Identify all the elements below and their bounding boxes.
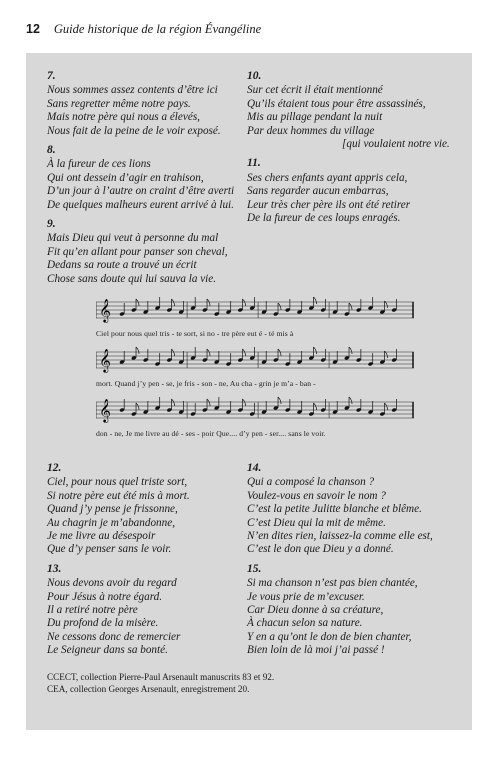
stanza-column-top-right bbox=[247, 70, 472, 231]
verse-line: Chose sans doute qui lui sauva la vie. bbox=[47, 272, 217, 285]
verse-line: Par deux hommes du village bbox=[247, 124, 375, 137]
verse-line: Mis au pillage pendant la nuit bbox=[247, 111, 383, 124]
verse-line: Ses chers enfants ayant appris cela, bbox=[247, 171, 408, 184]
lyric-line-2: mort. Quand j’y pen - se, je fris - son - ne, Au cha - grin je m’a - ban - bbox=[96, 379, 316, 388]
verse-line: De quelques malheurs eurent arrivé à lui. bbox=[47, 198, 234, 211]
verse-line: Qu’ils étaient tous pour être assassinés, bbox=[247, 97, 426, 110]
verse-line: [qui voulaient notre vie. bbox=[342, 138, 450, 151]
stanza bbox=[47, 563, 247, 658]
stanza bbox=[247, 563, 472, 658]
verse-line: Si notre père eut été mis à mort. bbox=[47, 489, 190, 502]
verse-line: Le Seigneur dans sa bonté. bbox=[47, 644, 168, 657]
svg-text:𝄞: 𝄞 bbox=[99, 348, 111, 372]
lyric-line-3: don - ne, Je me livre au dé - ses - poir Que.... d’y pen - ser.... sans le voir. bbox=[96, 429, 326, 438]
verse-line: Sans regretter même notre pays. bbox=[47, 97, 191, 110]
verse-line: Car Dieu donne à sa créature, bbox=[247, 604, 384, 617]
verse-line: D’un jour à l’autre on craint d’être averti bbox=[47, 185, 235, 198]
stanza-number: 7. bbox=[47, 70, 56, 82]
verse-line: Du profond de la misère. bbox=[47, 617, 159, 630]
verse-line: Qui a composé la chanson ? bbox=[247, 476, 375, 489]
stanza-column-bottom-right bbox=[247, 462, 472, 664]
verse-line: Nous sommes assez contents d’être ici bbox=[47, 84, 218, 97]
stanza bbox=[247, 462, 472, 557]
verse-line: De la fureur de ces loups enragés. bbox=[247, 212, 401, 225]
page-header bbox=[26, 22, 261, 37]
stanza bbox=[47, 144, 247, 212]
stanza-number: 8. bbox=[47, 144, 56, 157]
verse-line: Qui ont dessein d’agir en trahison, bbox=[47, 171, 204, 184]
stanza bbox=[247, 70, 472, 151]
verse-line: À chacun selon sa nature. bbox=[247, 617, 363, 630]
lyric-line-1: Ciel pour nous quel tris - te sort, si no - tre père eut é - té mis à bbox=[96, 329, 294, 338]
verse-line: Bien loin de là moi j’ai passé ! bbox=[247, 644, 385, 657]
verse-line: Quand j’y pense je frissonne, bbox=[47, 503, 178, 516]
staff-2-notation bbox=[96, 346, 414, 380]
stanza-number: 11. bbox=[247, 157, 261, 170]
music-score bbox=[96, 296, 414, 446]
verse-line: C’est la petite Julitte blanche et blême. bbox=[247, 503, 422, 516]
verse-line: Sur cet écrit il était mentionné bbox=[247, 84, 383, 97]
stanza-number: 12. bbox=[47, 462, 62, 474]
staff-system-2 bbox=[96, 346, 414, 390]
verse-line: Nous devons avoir du regard bbox=[47, 577, 177, 590]
verse-line: C’est le don que Dieu y a donné. bbox=[247, 543, 394, 556]
stanza bbox=[47, 70, 247, 138]
stanza-column-top-left bbox=[47, 70, 247, 292]
stanza-number: 13. bbox=[47, 562, 62, 575]
verse-line: Nous fait de la peine de le voir exposé. bbox=[47, 124, 221, 137]
verse-line: Mais Dieu qui veut à personne du mal bbox=[47, 232, 219, 245]
stanza-number: 15. bbox=[247, 562, 262, 575]
stanza bbox=[247, 157, 472, 225]
footnote-1: CCECT, collection Pierre-Paul Arsenault manuscrits 83 et 92. bbox=[47, 672, 275, 682]
stanza-column-bottom-left bbox=[47, 462, 247, 664]
verse-line: Y en a qu’ont le don de bien chanter, bbox=[247, 630, 412, 643]
verse-line: Mais notre père qui nous a élevés, bbox=[47, 111, 200, 124]
svg-text:𝄞: 𝄞 bbox=[99, 298, 111, 322]
running-title: Guide historique de la région Évangéline bbox=[53, 22, 262, 36]
page-number: 12 bbox=[26, 22, 40, 36]
verse-line: Sans regarder aucun embarras, bbox=[247, 185, 389, 198]
verse-line: Ciel, pour nous quel triste sort, bbox=[47, 476, 188, 489]
staff-1-notation bbox=[96, 296, 414, 330]
verse-line: Pour Jésus à notre égard. bbox=[47, 590, 163, 603]
verse-line: Ne cessons donc de remercier bbox=[47, 630, 181, 643]
verse-line: Dedans sa route a trouvé un écrit bbox=[47, 259, 197, 272]
verse-line: Il a retiré notre père bbox=[47, 604, 138, 617]
verse-line: Si ma chanson n’est pas bien chantée, bbox=[247, 577, 418, 590]
footnote-2: CEA, collection Georges Arsenault, enregistrement 20. bbox=[47, 684, 250, 694]
stanza-number: 10. bbox=[247, 70, 262, 82]
verse-line: Au chagrin je m’abandonne, bbox=[47, 516, 176, 529]
verse-line: Que d’y penser sans le voir. bbox=[47, 543, 172, 556]
verse-line: Voulez-vous en savoir le nom ? bbox=[247, 489, 386, 502]
verse-line: Leur très cher père ils ont été retirer bbox=[247, 198, 411, 211]
verse-line: À la fureur de ces lions bbox=[47, 158, 151, 171]
staff-system-3 bbox=[96, 396, 414, 440]
stanza-number: 9. bbox=[47, 218, 56, 231]
stanza bbox=[47, 218, 247, 286]
svg-text:𝄞: 𝄞 bbox=[99, 398, 111, 422]
staff-3-notation bbox=[96, 396, 414, 430]
stanza-number: 14. bbox=[247, 462, 262, 474]
verse-line: C’est Dieu qui la mit de même. bbox=[247, 516, 386, 529]
verse-line: Fit qu’en allant pour panser son cheval, bbox=[47, 245, 228, 258]
verse-line: N’en dites rien, laissez-la comme elle est, bbox=[247, 530, 433, 543]
verse-line: Je vous prie de m’excuser. bbox=[247, 590, 365, 603]
staff-system-1 bbox=[96, 296, 414, 340]
footnotes bbox=[47, 671, 274, 695]
verse-line: Je me livre au désespoir bbox=[47, 530, 156, 543]
stanza bbox=[47, 462, 247, 557]
